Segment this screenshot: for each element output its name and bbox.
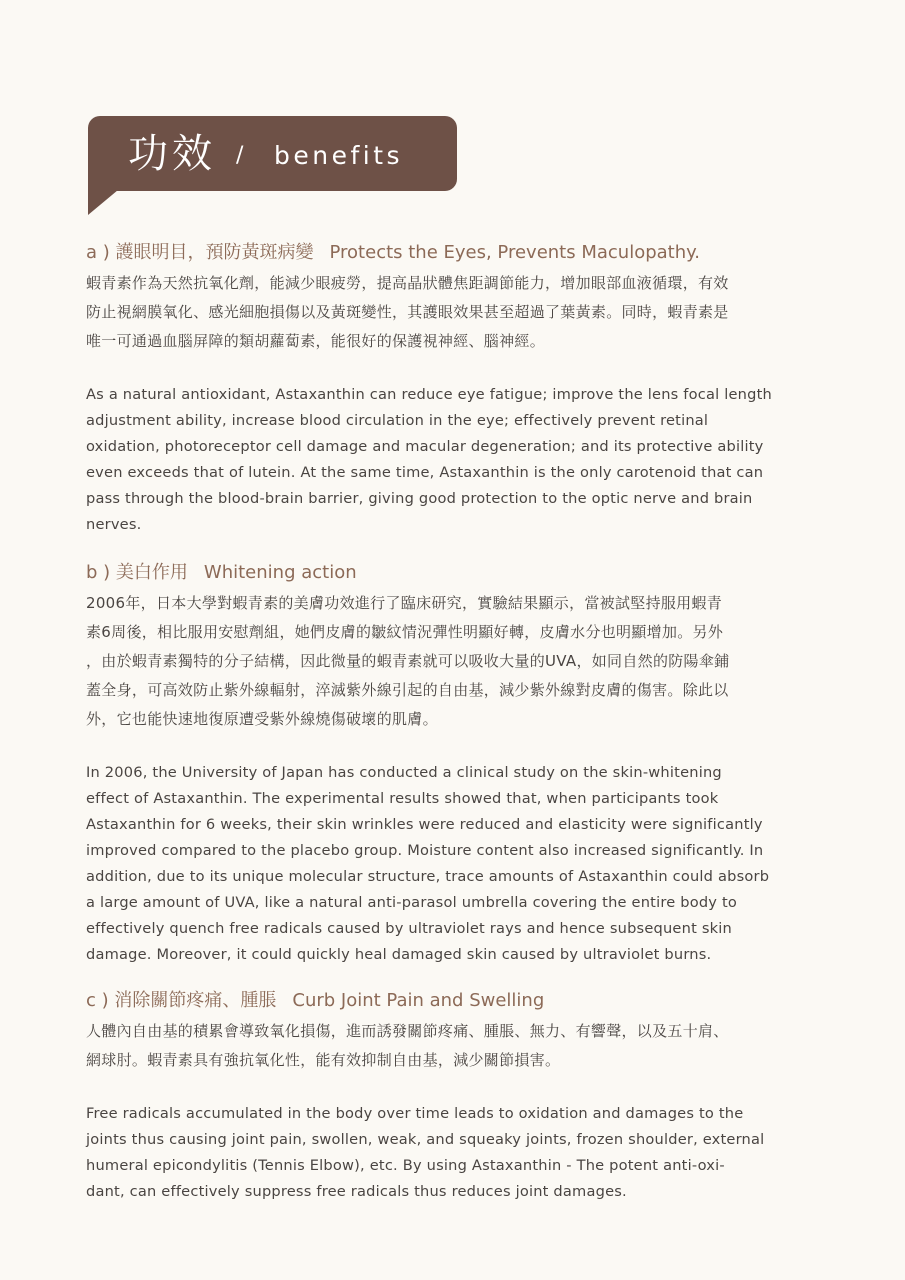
- text-line: even exceeds that of lutein. At the same time, Astaxanthin is the only carotenoid that can: [86, 464, 764, 481]
- text-line: 蓋全身，可高效防止紫外線輻射，淬滅紫外線引起的自由基，減少紫外線對皮膚的傷害。除此以: [86, 681, 729, 699]
- heading-zh: c ) 消除關節疼痛、腫脹: [86, 990, 277, 1011]
- text-line: improved compared to the placebo group. Moisture content also increased significantly. In: [86, 842, 764, 859]
- text-line: 2006年，日本大學對蝦青素的美膚功效進行了臨床研究，實驗結果顯示，當被試堅持服用蝦青: [86, 594, 723, 612]
- section-heading: [86, 989, 831, 1013]
- section-joints: [86, 989, 831, 1205]
- section-heading: [86, 241, 831, 265]
- section-eyes: [86, 241, 831, 538]
- text-line: nerves.: [86, 516, 142, 533]
- english-paragraph: [86, 1101, 831, 1205]
- text-line: 蝦青素作為天然抗氧化劑，能減少眼疲勞，提高晶狀體焦距調節能力，增加眼部血液循環，有效: [86, 274, 729, 292]
- heading-zh: a ) 護眼明目，預防黃斑病變: [86, 242, 314, 263]
- heading-en: Protects the Eyes, Prevents Maculopathy.: [329, 242, 700, 263]
- text-line: addition, due to its unique molecular structure, trace amounts of Astaxanthin could absorb: [86, 868, 770, 885]
- heading-zh: b ) 美白作用: [86, 562, 188, 583]
- text-line: Astaxanthin for 6 weeks, their skin wrinkles were reduced and elasticity were significantly: [86, 816, 763, 833]
- text-line: 外，它也能快速地復原遭受紫外線燒傷破壞的肌膚。: [86, 710, 438, 728]
- text-line: humeral epicondylitis (Tennis Elbow), etc. By using Astaxanthin - The potent anti-oxi-: [86, 1157, 725, 1174]
- text-line: Free radicals accumulated in the body over time leads to oxidation and damages to the: [86, 1105, 744, 1122]
- text-line: damage. Moreover, it could quickly heal damaged skin caused by ultraviolet burns.: [86, 946, 712, 963]
- text-line: In 2006, the University of Japan has conducted a clinical study on the skin-whitening: [86, 764, 722, 781]
- text-line: As a natural antioxidant, Astaxanthin can reduce eye fatigue; improve the lens focal length: [86, 386, 772, 403]
- text-line: 人體內自由基的積累會導致氧化損傷，進而誘發關節疼痛、腫脹、無力、有響聲，以及五十肩、: [86, 1022, 729, 1040]
- page-title-zh: 功效: [128, 131, 216, 177]
- text-line: 素6周後，相比服用安慰劑組，她們皮膚的皺紋情況彈性明顯好轉，皮膚水分也明顯增加。另外: [86, 623, 724, 641]
- text-line: dant, can effectively suppress free radicals thus reduces joint damages.: [86, 1183, 627, 1200]
- chinese-paragraph: [86, 589, 831, 734]
- text-line: 網球肘。蝦青素具有強抗氧化性，能有效抑制自由基，減少關節損害。: [86, 1051, 561, 1069]
- text-line: a large amount of UVA, like a natural anti-parasol umbrella covering the entire body to: [86, 894, 738, 911]
- section-whitening: [86, 561, 831, 968]
- text-line: adjustment ability, increase blood circulation in the eye; effectively prevent retinal: [86, 412, 709, 429]
- heading-en: Whitening action: [203, 562, 357, 583]
- banner-tail: [88, 190, 118, 215]
- chinese-paragraph: [86, 269, 831, 356]
- chinese-paragraph: [86, 1017, 831, 1075]
- text-line: pass through the blood-brain barrier, giving good protection to the optic nerve and brain: [86, 490, 753, 507]
- heading-en: Curb Joint Pain and Swelling: [292, 990, 545, 1011]
- title-separator: /: [236, 143, 244, 168]
- text-line: ，由於蝦青素獨特的分子結構，因此微量的蝦青素就可以吸收大量的UVA，如同自然的防陽傘鋪: [86, 652, 730, 670]
- english-paragraph: [86, 382, 831, 538]
- text-line: effect of Astaxanthin. The experimental results showed that, when participants took: [86, 790, 719, 807]
- page-title-en: benefits: [274, 141, 404, 170]
- text-line: effectively quench free radicals caused by ultraviolet rays and hence subsequent skin: [86, 920, 732, 937]
- text-line: joints thus causing joint pain, swollen, weak, and squeaky joints, frozen shoulder, external: [86, 1131, 765, 1148]
- header-banner: [88, 116, 457, 191]
- text-line: 防止視網膜氧化、感光細胞損傷以及黃斑變性，其護眼效果甚至超過了葉黃素。同時，蝦青素是: [86, 303, 729, 321]
- section-heading: [86, 561, 831, 585]
- text-line: 唯一可通過血腦屏障的類胡蘿蔔素，能很好的保護視神經、腦神經。: [86, 332, 546, 350]
- text-line: oxidation, photoreceptor cell damage and macular degeneration; and its protective ability: [86, 438, 764, 455]
- english-paragraph: [86, 760, 831, 968]
